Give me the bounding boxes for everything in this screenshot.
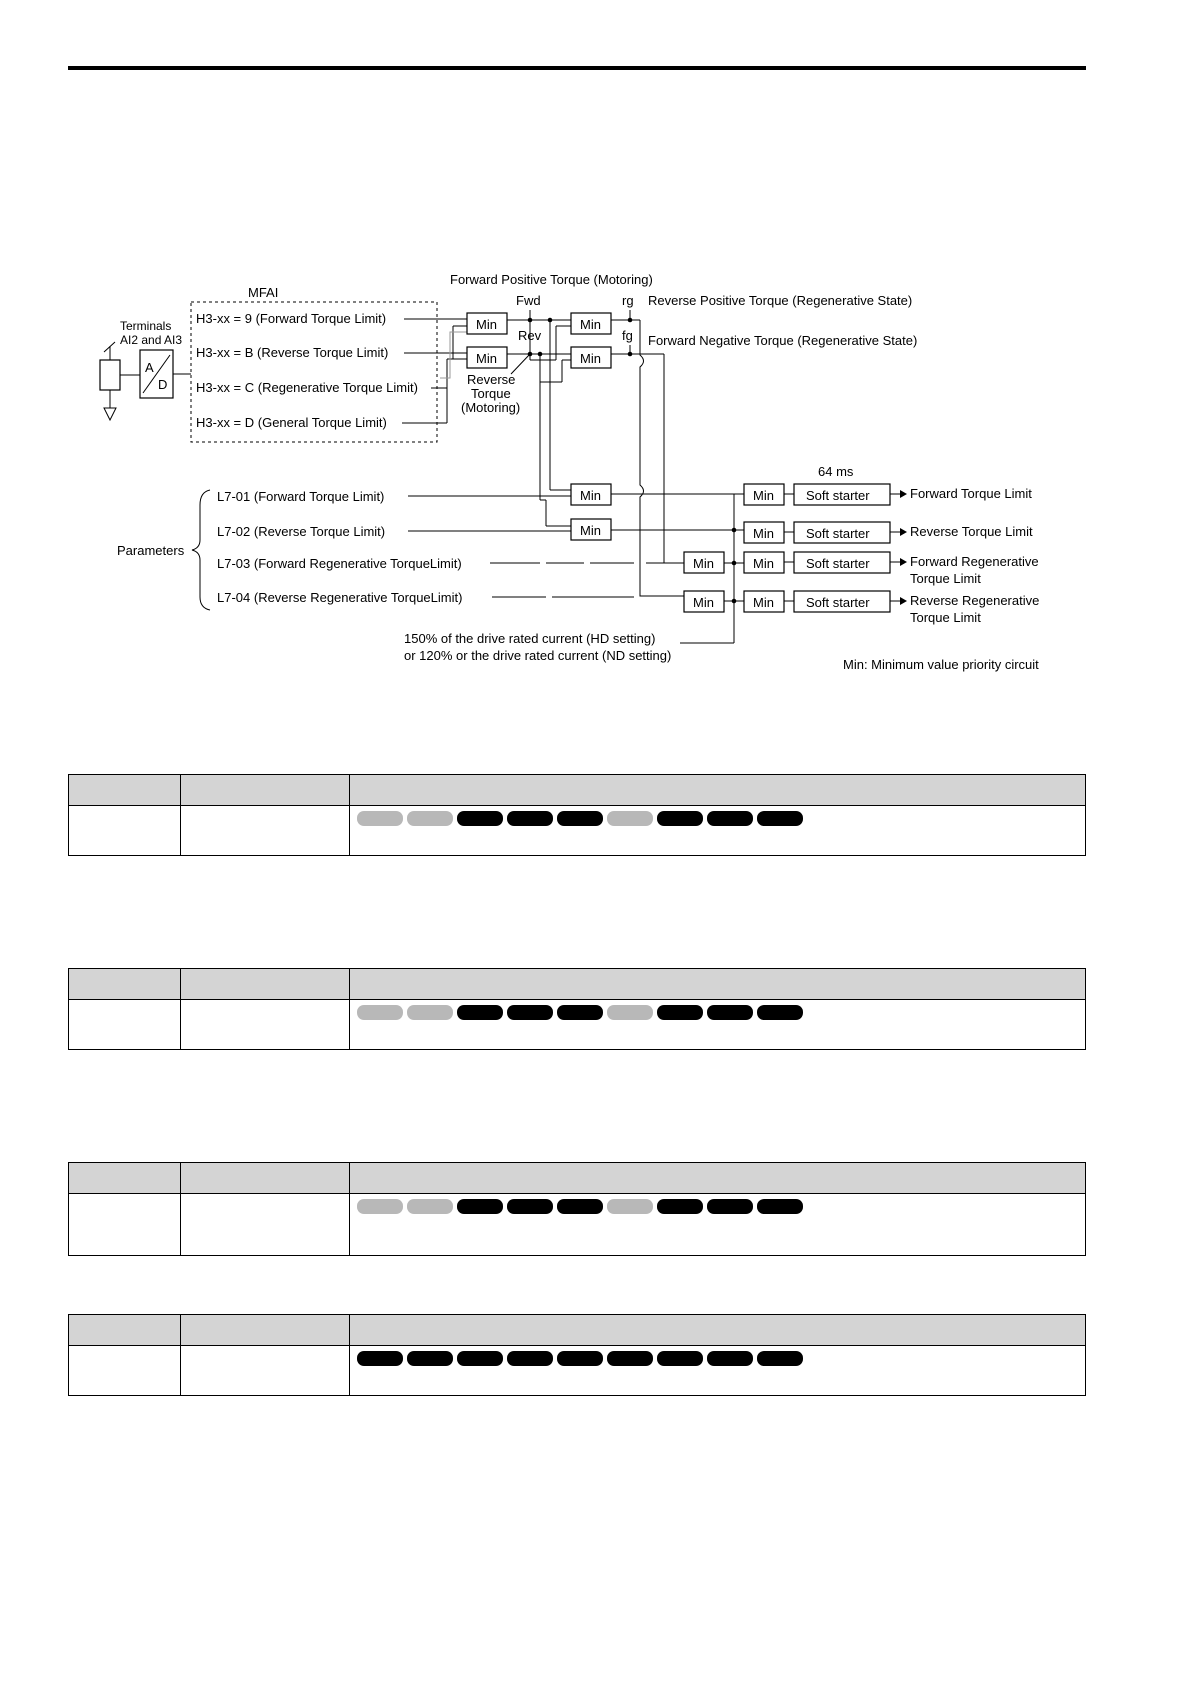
mode-pill-off: [357, 1199, 403, 1214]
legend: Min: Minimum value priority circuit: [843, 657, 1039, 672]
min-label: Min: [476, 351, 497, 366]
mode-pill-on: [757, 1199, 803, 1214]
mode-pill-on: [707, 1351, 753, 1366]
min-label: Min: [693, 556, 714, 571]
min-label: Min: [753, 526, 774, 541]
forward-negative-label: Forward Negative Torque (Regenerative State): [648, 333, 918, 348]
mode-pill-on: [507, 1005, 553, 1020]
mfai-label: MFAI: [248, 285, 279, 300]
h3-input-general: H3-xx = D (General Torque Limit): [196, 415, 387, 430]
param-l7-01: L7-01 (Forward Torque Limit): [217, 489, 385, 504]
mode-pill-on: [557, 1005, 603, 1020]
mode-pill-off: [357, 1005, 403, 1020]
mode-pill-on: [657, 1351, 703, 1366]
mode-pill-on: [457, 1199, 503, 1214]
reverse-torque-label-2: Torque: [471, 386, 511, 401]
min-label: Min: [753, 556, 774, 571]
mode-pill-on: [557, 811, 603, 826]
ad-a: A: [145, 360, 154, 375]
mode-pill-on: [657, 811, 703, 826]
param-table-1: [68, 774, 1086, 856]
drive-mode-pills: [350, 1000, 1085, 1020]
mode-pill-off: [357, 811, 403, 826]
mode-pill-on: [357, 1351, 403, 1366]
mode-pill-on: [757, 1351, 803, 1366]
min-label: Min: [476, 317, 497, 332]
min-label: Min: [753, 595, 774, 610]
drive-mode-pills: [350, 1194, 1085, 1214]
ground-symbol: [104, 408, 116, 420]
h3-input-reverse: H3-xx = B (Reverse Torque Limit): [196, 345, 389, 360]
soft-starter-label: Soft starter: [806, 556, 870, 571]
terminals-label: Terminals: [120, 319, 172, 333]
mode-pill-on: [707, 811, 753, 826]
output-rev-regen-2: Torque Limit: [910, 610, 981, 625]
rev-label: Rev: [518, 328, 542, 343]
param-table-2: [68, 968, 1086, 1050]
ad-d: D: [158, 377, 168, 392]
reverse-torque-label: Reverse: [467, 372, 516, 387]
param-l7-04: L7-04 (Reverse Regenerative TorqueLimit): [217, 590, 463, 605]
mode-pill-off: [607, 811, 653, 826]
mode-pill-off: [407, 811, 453, 826]
output-fwd-regen-2: Torque Limit: [910, 571, 981, 586]
min-label: Min: [693, 595, 714, 610]
mode-pill-on: [607, 1351, 653, 1366]
mode-pill-off: [607, 1199, 653, 1214]
terminal-resistor: [100, 360, 120, 390]
mode-pill-on: [557, 1351, 603, 1366]
param-table-4: [68, 1314, 1086, 1396]
mode-pill-off: [407, 1199, 453, 1214]
mode-pill-on: [457, 1005, 503, 1020]
note-line1: 150% of the drive rated current (HD setting): [404, 631, 656, 646]
mode-pill-on: [557, 1199, 603, 1214]
mode-pill-on: [707, 1005, 753, 1020]
soft-starter-label: Soft starter: [806, 526, 870, 541]
param-table-3: [68, 1162, 1086, 1256]
forward-positive-label: Forward Positive Torque (Motoring): [450, 272, 653, 287]
reverse-torque-label-3: (Motoring): [461, 400, 521, 415]
mode-pill-on: [507, 1351, 553, 1366]
mode-pill-on: [507, 1199, 553, 1214]
param-l7-02: L7-02 (Reverse Torque Limit): [217, 524, 386, 539]
parameters-label: Parameters: [117, 543, 185, 558]
mode-pill-on: [657, 1005, 703, 1020]
min-label: Min: [580, 317, 601, 332]
output-reverse: Reverse Torque Limit: [910, 524, 1033, 539]
drive-mode-pills: [350, 806, 1085, 826]
min-label: Min: [753, 488, 774, 503]
rg-label: rg: [622, 293, 634, 308]
mode-pill-on: [707, 1199, 753, 1214]
mode-pill-on: [407, 1351, 453, 1366]
mode-pill-on: [457, 811, 503, 826]
mode-pill-off: [607, 1005, 653, 1020]
mode-pill-on: [507, 811, 553, 826]
ms-label: 64 ms: [818, 464, 854, 479]
min-label: Min: [580, 351, 601, 366]
mode-pill-on: [757, 811, 803, 826]
soft-starter-label: Soft starter: [806, 595, 870, 610]
min-label: Min: [580, 488, 601, 503]
mode-pill-on: [757, 1005, 803, 1020]
torque-limit-block-diagram: [0, 0, 1191, 700]
h3-input-regen: H3-xx = C (Regenerative Torque Limit): [196, 380, 418, 395]
drive-mode-pills: [350, 1346, 1085, 1366]
mode-pill-on: [657, 1199, 703, 1214]
soft-starter-label: Soft starter: [806, 488, 870, 503]
reverse-positive-label: Reverse Positive Torque (Regenerative State): [648, 293, 913, 308]
mode-pill-off: [407, 1005, 453, 1020]
param-l7-03: L7-03 (Forward Regenerative TorqueLimit): [217, 556, 462, 571]
fg-label: fg: [622, 328, 633, 343]
output-rev-regen: Reverse Regenerative: [910, 593, 1040, 608]
mode-pill-on: [457, 1351, 503, 1366]
output-forward: Forward Torque Limit: [910, 486, 1032, 501]
h3-input-forward: H3-xx = 9 (Forward Torque Limit): [196, 311, 387, 326]
output-fwd-regen: Forward Regenerative: [910, 554, 1039, 569]
fwd-label: Fwd: [516, 293, 541, 308]
min-label: Min: [580, 523, 601, 538]
note-line2: or 120% or the drive rated current (ND setting): [404, 648, 672, 663]
terminals-label-2: AI2 and AI3: [120, 333, 183, 347]
